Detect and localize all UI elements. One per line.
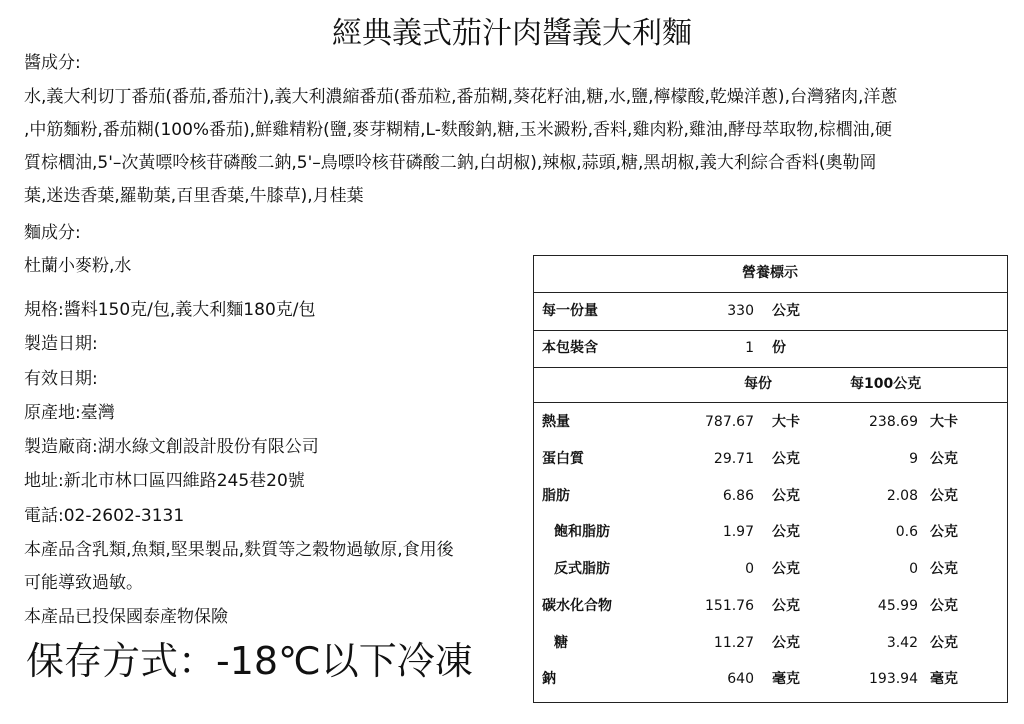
per-100g-unit: 公克 bbox=[930, 524, 958, 540]
per-serving-unit: 公克 bbox=[772, 451, 800, 467]
servings-per-pack-value: 1 bbox=[745, 340, 754, 356]
per-100g-value: 3.42 bbox=[886, 635, 918, 651]
nutrient-name: 碳水化合物 bbox=[542, 598, 612, 614]
allergen-text: 本產品含乳類,魚類,堅果製品,麩質等之穀物過敏原,食用後 bbox=[24, 540, 454, 560]
per-serving-unit: 公克 bbox=[772, 635, 800, 651]
sauce-ingredients-line: 水,義大利切丁番茄(番茄,番茄汁),義大利濃縮番茄(番茄粒,番茄糊,葵花籽油,糖,水,鹽,檸檬酸,乾燥洋蔥),台灣豬肉,洋蔥 bbox=[24, 87, 898, 107]
nutrient-name: 飽和脂肪 bbox=[554, 524, 610, 540]
sauce-heading: 醬成分: bbox=[24, 53, 81, 73]
per-serving-value: 151.76 bbox=[705, 598, 754, 614]
per-100g-value: 9 bbox=[909, 451, 918, 467]
col-header-per-100g: 每100公克 bbox=[850, 376, 922, 392]
nutrition-heading: 營養標示 bbox=[742, 265, 798, 281]
per-100g-value: 238.69 bbox=[869, 414, 918, 430]
sauce-ingredients-line: 質棕櫚油,5'–次黃嘌呤核苷磷酸二鈉,5'–鳥嘌呤核苷磷酸二鈉,白胡椒),辣椒,蒜頭,糖,黑胡椒,義大利綜合香料(奧勒岡 bbox=[24, 153, 877, 173]
per-100g-value: 0.6 bbox=[895, 524, 918, 540]
per-100g-unit: 大卡 bbox=[930, 414, 958, 430]
col-header-per-serving: 每份 bbox=[744, 376, 772, 392]
nutrient-name: 反式脂肪 bbox=[554, 561, 610, 577]
nutrient-name: 糖 bbox=[554, 635, 568, 651]
per-serving-value: 640 bbox=[727, 671, 754, 687]
insurance-text: 本產品已投保國泰產物保險 bbox=[24, 607, 228, 627]
spec-text: 規格:醬料150克/包,義大利麵180克/包 bbox=[24, 300, 316, 320]
per-100g-unit: 公克 bbox=[930, 561, 958, 577]
nutrient-name: 鈉 bbox=[542, 671, 556, 687]
allergen-text-cont: 可能導致過敏。 bbox=[24, 573, 143, 593]
servings-per-pack-unit: 份 bbox=[772, 340, 786, 356]
exp-date: 有效日期: bbox=[24, 369, 98, 389]
per-serving-value: 0 bbox=[745, 561, 754, 577]
per-serving-unit: 毫克 bbox=[772, 671, 800, 687]
nutrient-name: 脂肪 bbox=[542, 488, 570, 504]
serving-size-value: 330 bbox=[727, 303, 754, 319]
serving-size-label: 每一份量 bbox=[542, 303, 598, 319]
origin-text: 原產地:臺灣 bbox=[24, 403, 115, 423]
phone-text: 電話:02-2602-3131 bbox=[24, 506, 185, 526]
per-serving-value: 6.86 bbox=[722, 488, 754, 504]
servings-per-pack-label: 本包裝含 bbox=[542, 340, 598, 356]
nutrient-name: 蛋白質 bbox=[542, 451, 584, 467]
per-serving-value: 787.67 bbox=[705, 414, 754, 430]
per-100g-unit: 公克 bbox=[930, 451, 958, 467]
per-serving-value: 1.97 bbox=[722, 524, 754, 540]
nutrient-name: 熱量 bbox=[542, 414, 570, 430]
per-100g-unit: 公克 bbox=[930, 488, 958, 504]
per-100g-value: 193.94 bbox=[869, 671, 918, 687]
per-serving-unit: 公克 bbox=[772, 561, 800, 577]
per-serving-value: 11.27 bbox=[713, 635, 754, 651]
serving-size-unit: 公克 bbox=[772, 303, 800, 319]
per-100g-unit: 公克 bbox=[930, 635, 958, 651]
storage-instructions: 保存方式：-18℃以下冷凍 bbox=[26, 639, 473, 683]
per-100g-value: 45.99 bbox=[877, 598, 918, 614]
mfg-date: 製造日期: bbox=[24, 334, 98, 354]
maker-text: 製造廠商:湖水綠文創設計股份有限公司 bbox=[24, 437, 319, 457]
per-100g-unit: 公克 bbox=[930, 598, 958, 614]
address-text: 地址:新北市林口區四維路245巷20號 bbox=[24, 471, 305, 491]
per-serving-unit: 公克 bbox=[772, 488, 800, 504]
per-serving-unit: 公克 bbox=[772, 524, 800, 540]
noodle-ingredients: 杜蘭小麥粉,水 bbox=[24, 256, 132, 276]
per-serving-unit: 公克 bbox=[772, 598, 800, 614]
noodle-heading: 麵成分: bbox=[24, 223, 81, 243]
per-serving-value: 29.71 bbox=[713, 451, 754, 467]
product-title: 經典義式茄汁肉醬義大利麵 bbox=[332, 16, 692, 51]
per-serving-unit: 大卡 bbox=[772, 414, 800, 430]
sauce-ingredients-line: ,中筋麵粉,番茄糊(100%番茄),鮮雞精粉(鹽,麥芽糊精,L-麩酸鈉,糖,玉米澱粉,香料,雞肉粉,雞油,酵母萃取物,棕櫚油,硬 bbox=[24, 120, 893, 140]
per-100g-value: 0 bbox=[909, 561, 918, 577]
per-100g-unit: 毫克 bbox=[930, 671, 958, 687]
nutrition-table bbox=[533, 255, 1008, 703]
sauce-ingredients-line: 葉,迷迭香葉,羅勒葉,百里香葉,牛膝草),月桂葉 bbox=[24, 186, 364, 206]
per-100g-value: 2.08 bbox=[886, 488, 918, 504]
